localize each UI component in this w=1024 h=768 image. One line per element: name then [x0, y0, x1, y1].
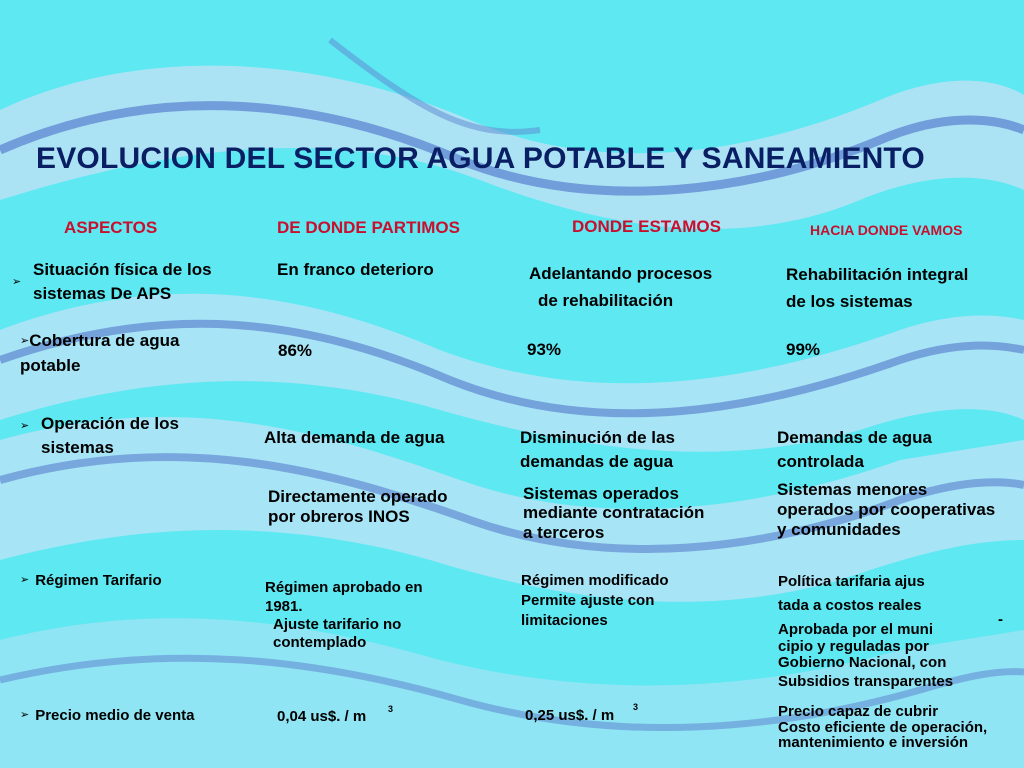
aspect-operacion-line2: sistemas [41, 438, 114, 457]
vamos-precio-3: mantenimiento e inversión [778, 734, 969, 751]
aspect-situacion-line2: sistemas De APS [33, 284, 172, 303]
vamos-regimen-4: cipio y reguladas por [778, 638, 929, 655]
partimos-operacion-b2: por obreros INOS [268, 507, 410, 526]
arrow-bullet-icon: ➢ [20, 709, 30, 722]
estamos-operacion-b3: a terceros [523, 523, 605, 542]
vamos-precio-1: Precio capaz de cubrir [778, 703, 939, 720]
vamos-regimen-1: Política tarifaria ajus [778, 573, 925, 590]
slide-title: EVOLUCION DEL SECTOR AGUA POTABLE Y SANEAMIENTO [36, 142, 925, 175]
vamos-regimen-6: Subsidios transparentes [778, 673, 954, 690]
estamos-regimen-2: Permite ajuste con [521, 592, 655, 609]
vamos-regimen-3: Aprobada por el muni [778, 621, 934, 638]
estamos-situacion-line1: Adelantando procesos [529, 264, 713, 283]
partimos-regimen-3: Ajuste tarifario no [273, 616, 402, 633]
header-estamos: DONDE ESTAMOS [572, 217, 721, 236]
vamos-precio-2: Costo eficiente de operación, [778, 719, 988, 736]
estamos-operacion-a1: Disminución de las [520, 428, 675, 447]
aspect-operacion-line1: Operación de los [41, 414, 179, 433]
estamos-cobertura: 93% [527, 340, 562, 359]
header-partimos: DE DONDE PARTIMOS [277, 218, 460, 237]
aspect-situacion-line1: Situación física de los [33, 260, 212, 279]
partimos-precio-exponent: 3 [388, 704, 394, 714]
vamos-regimen-5: Gobierno Nacional, con [778, 654, 947, 671]
estamos-precio-exponent: 3 [633, 702, 639, 712]
vamos-regimen-2: tada a costos reales [778, 597, 922, 614]
estamos-operacion-a2: demandas de agua [520, 452, 674, 471]
partimos-regimen-2: 1981. [265, 598, 303, 615]
arrow-bullet-icon: ➢ [20, 334, 30, 347]
partimos-regimen-1: Régimen aprobado en [265, 579, 423, 596]
partimos-regimen-4: contemplado [273, 634, 367, 651]
header-vamos: HACIA DONDE VAMOS [810, 222, 963, 238]
estamos-operacion-b2: mediante contratación [523, 503, 705, 522]
arrow-bullet-icon: ➢ [12, 275, 22, 288]
arrow-bullet-icon: ➢ [20, 574, 30, 587]
estamos-situacion-line2: de rehabilitación [538, 291, 674, 310]
vamos-operacion-b2: operados por cooperativas [777, 500, 996, 519]
header-aspectos: ASPECTOS [64, 218, 158, 237]
vamos-operacion-a1: Demandas de agua [777, 428, 932, 447]
vamos-cobertura: 99% [786, 340, 821, 359]
aspect-regimen: Régimen Tarifario [35, 572, 162, 589]
vamos-operacion-b3: y comunidades [777, 520, 901, 539]
partimos-precio: 0,04 us$. / m [277, 708, 367, 725]
partimos-situacion: En franco deterioro [277, 260, 434, 279]
vamos-operacion-a2: controlada [777, 452, 864, 471]
estamos-precio: 0,25 us$. / m [525, 707, 615, 724]
estamos-operacion-b1: Sistemas operados [523, 484, 679, 503]
arrow-bullet-icon: ➢ [20, 419, 30, 432]
estamos-regimen-1: Régimen modificado [521, 572, 669, 589]
partimos-cobertura: 86% [278, 341, 313, 360]
estamos-regimen-3: limitaciones [521, 612, 608, 629]
partimos-operacion-b1: Directamente operado [268, 487, 448, 506]
vamos-operacion-b1: Sistemas menores [777, 480, 928, 499]
vamos-regimen-dash: - [998, 611, 1003, 628]
vamos-situacion-line2: de los sistemas [786, 292, 913, 311]
partimos-operacion-a: Alta demanda de agua [264, 428, 445, 447]
aspect-precio: Precio medio de venta [35, 707, 195, 724]
aspect-cobertura-line1: Cobertura de agua [29, 331, 180, 350]
aspect-cobertura-line2: potable [20, 356, 81, 375]
vamos-situacion-line1: Rehabilitación integral [786, 265, 969, 284]
